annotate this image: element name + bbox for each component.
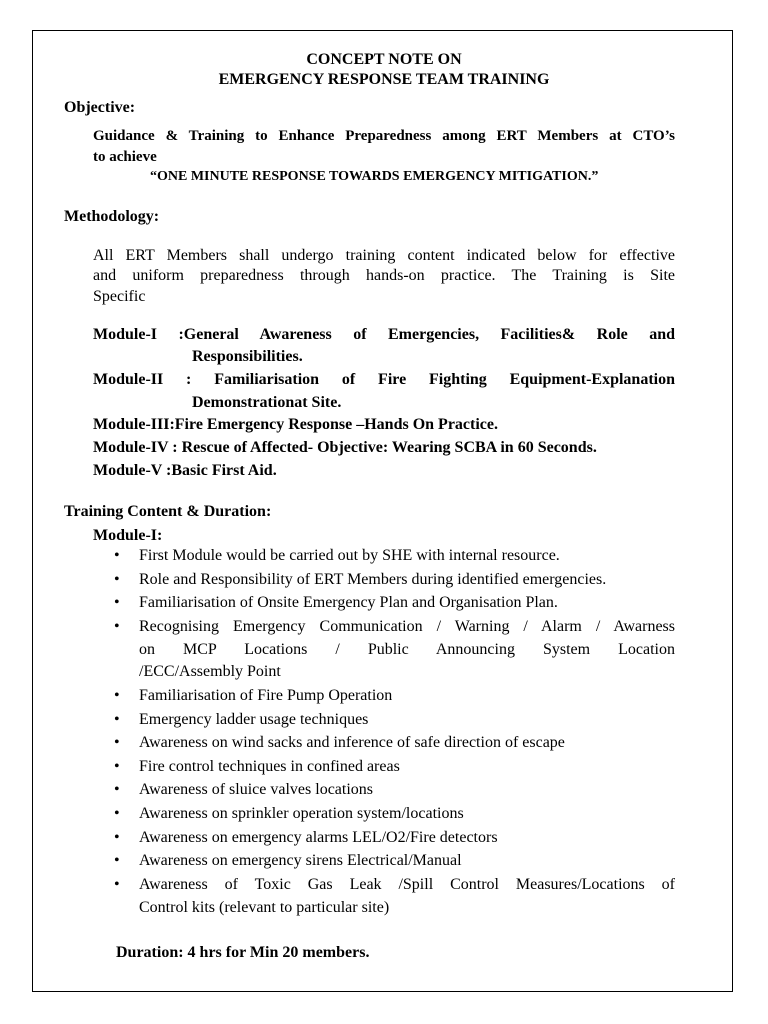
module-4: Module-IV : Rescue of Affected- Objective: Wearing SCBA in 60 Seconds. [93,439,597,456]
training-heading: Training Content & Duration: [64,503,272,520]
list-item: Awareness of Toxic Gas Leak /Spill Control Measures/Locations of [139,876,675,893]
methodology-line1: All ERT Members shall undergo training content indicated below for effective [93,247,675,264]
list-item: Awareness on emergency alarms LEL/O2/Fire detectors [139,829,498,846]
module-1-line1: Module-I :General Awareness of Emergencies, Facilities& Role and [93,326,675,343]
objective-heading: Objective: [64,99,136,116]
module-5: Module-V :Basic First Aid. [93,462,277,479]
list-item-continued: /ECC/Assembly Point [139,663,281,680]
list-item: Awareness on sprinkler operation system/locations [139,805,464,822]
objective-line1: Guidance & Training to Enhance Preparedness among ERT Members at CTO’s [93,128,675,144]
bullet-icon: • [114,876,120,893]
module-1-line2: Responsibilities. [192,348,303,365]
training-module-heading: Module-I: [93,527,163,544]
list-item: Emergency ladder usage techniques [139,711,369,728]
bullet-icon: • [114,687,120,704]
list-item-continued: Control kits (relevant to particular site) [139,899,390,916]
bullet-icon: • [114,758,120,775]
list-item: Role and Responsibility of ERT Members during identified emergencies. [139,571,607,588]
objective-quote: “ONE MINUTE RESPONSE TOWARDS EMERGENCY MITIGATION.” [150,169,599,184]
bullet-icon: • [114,734,120,751]
module-2-line1: Module-II : Familiarisation of Fire Fighting Equipment-Explanation [93,371,675,388]
duration-note: Duration: 4 hrs for Min 20 members. [116,944,370,961]
methodology-line2: and uniform preparedness through hands-on practice. The Training is Site [93,267,675,284]
document-title-line2: EMERGENCY RESPONSE TEAM TRAINING [218,71,550,88]
list-item: Awareness on wind sacks and inference of safe direction of escape [139,734,565,751]
list-item: First Module would be carried out by SHE with internal resource. [139,547,560,564]
document-title-line1: CONCEPT NOTE ON [306,51,462,68]
list-item: Awareness of sluice valves locations [139,781,374,798]
methodology-heading: Methodology: [64,208,160,225]
bullet-icon: • [114,781,120,798]
list-item-continued: on MCP Locations / Public Announcing System Location [139,641,675,658]
bullet-icon: • [114,571,120,588]
module-3: Module-III:Fire Emergency Response –Hands On Practice. [93,416,498,433]
bullet-icon: • [114,852,120,869]
list-item: Awareness on emergency sirens Electrical/Manual [139,852,462,869]
list-item: Recognising Emergency Communication / Warning / Alarm / Awarness [139,618,675,635]
methodology-line3: Specific [93,288,146,305]
list-item: Familiarisation of Fire Pump Operation [139,687,393,704]
list-item: Fire control techniques in confined areas [139,758,400,775]
list-item: Familiarisation of Onsite Emergency Plan and Organisation Plan. [139,594,558,611]
bullet-icon: • [114,805,120,822]
objective-line2: to achieve [93,149,157,165]
bullet-icon: • [114,711,120,728]
bullet-icon: • [114,547,120,564]
bullet-icon: • [114,829,120,846]
bullet-icon: • [114,618,120,635]
bullet-icon: • [114,594,120,611]
module-2-line2: Demonstrationat Site. [192,394,342,411]
